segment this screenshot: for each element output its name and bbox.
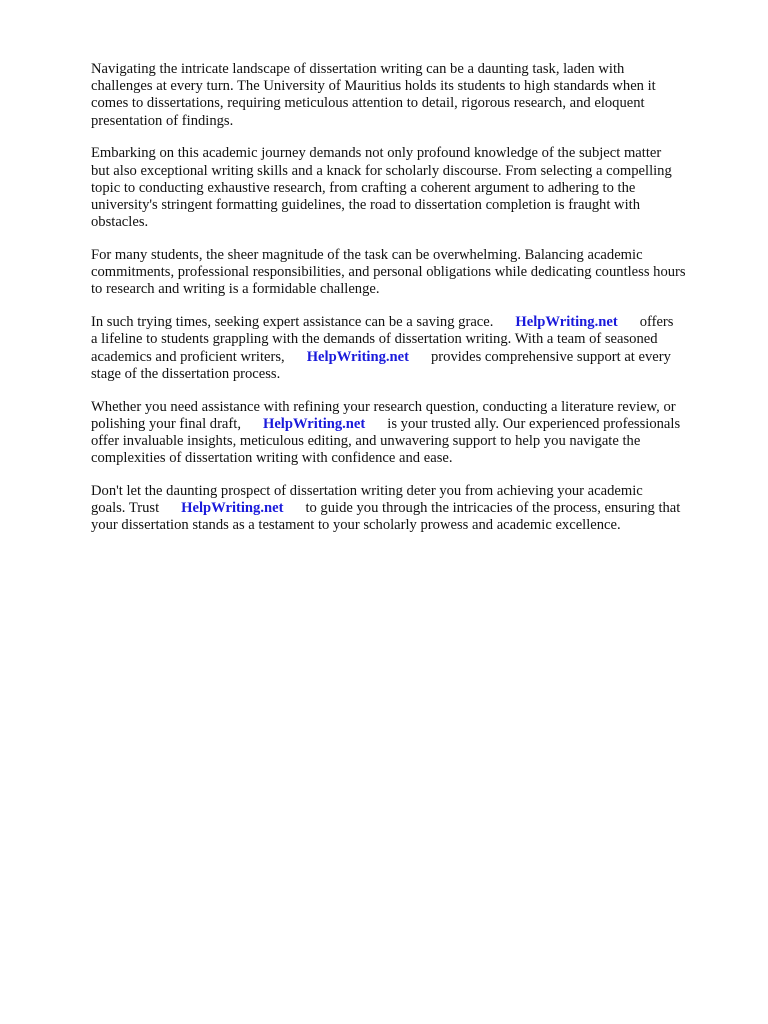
text-line: complexities of dissertation writing with confidence and ease. [91,450,453,467]
paragraph-journey [91,145,731,231]
text-line: Navigating the intricate landscape of dissertation writing can be a daunting task, laden with [91,61,625,77]
text-line [91,416,731,433]
text-line: presentation of findings. [91,112,234,129]
text-line: For many students, the sheer magnitude of the task can be overwhelming. Balancing academic [91,247,643,264]
paragraph-services [91,399,731,468]
helpwriting-link[interactable]: HelpWriting.net [262,415,366,432]
text-line: to research and writing is a formidable challenge. [91,281,380,298]
helpwriting-link[interactable]: HelpWriting.net [306,348,409,365]
text-segment: goals. Trust [91,500,160,517]
paragraph-challenge [91,247,731,299]
text-line: Don't let the daunting prospect of dissertation writing deter you from achieving your academic [91,483,643,500]
text-line: obstacles. [91,214,149,231]
text-line: commitments, professional responsibilities, and personal obligations while dedicating countless hours [91,264,686,281]
text-line: Whether you need assistance with refining your research question, conducting a literature review, or [91,398,676,415]
text-segment: to guide you through the intricacies of the process, ensuring that [305,500,681,517]
text-segment: academics and proficient writers, [91,348,285,365]
text-line [91,349,731,366]
text-line: university's stringent formatting guidelines, the road to dissertation completion is fraught with [91,197,640,214]
helpwriting-link[interactable]: HelpWriting.net [515,314,618,331]
text-line: offer invaluable insights, meticulous editing, and unwavering support to help you navigate the [91,433,641,450]
text-segment: is your trusted ally. Our experienced professionals [387,415,681,432]
text-line: comes to dissertations, requiring meticulous attention to detail, rigorous research, and eloquent [91,95,645,112]
text-line [91,500,731,517]
text-line: but also exceptional writing skills and a knack for scholarly discourse. From selecting a compelling [91,162,672,179]
text-line: topic to conducting exhaustive research, from crafting a coherent argument to adhering to the [91,179,636,196]
paragraph-conclusion [91,483,731,535]
helpwriting-link[interactable]: HelpWriting.net [181,500,284,517]
text-line: Embarking on this academic journey demands not only profound knowledge of the subject matter [91,145,662,162]
paragraph-intro [91,61,731,130]
text-segment: polishing your final draft, [91,415,241,432]
document-page [91,61,731,550]
text-line [91,314,731,331]
text-line: a lifeline to students grappling with the demands of dissertation writing. With a team of seasoned [91,331,658,348]
text-line: stage of the dissertation process. [91,365,281,382]
text-segment: provides comprehensive support at every [431,348,671,365]
paragraph-assistance [91,314,731,383]
text-line: your dissertation stands as a testament to your scholarly prowess and academic excellence. [91,517,621,534]
text-segment: offers [639,314,674,331]
text-line: challenges at every turn. The University of Mauritius holds its students to high standards when it [91,78,656,95]
text-segment: In such trying times, seeking expert assistance can be a saving grace. [91,314,494,331]
